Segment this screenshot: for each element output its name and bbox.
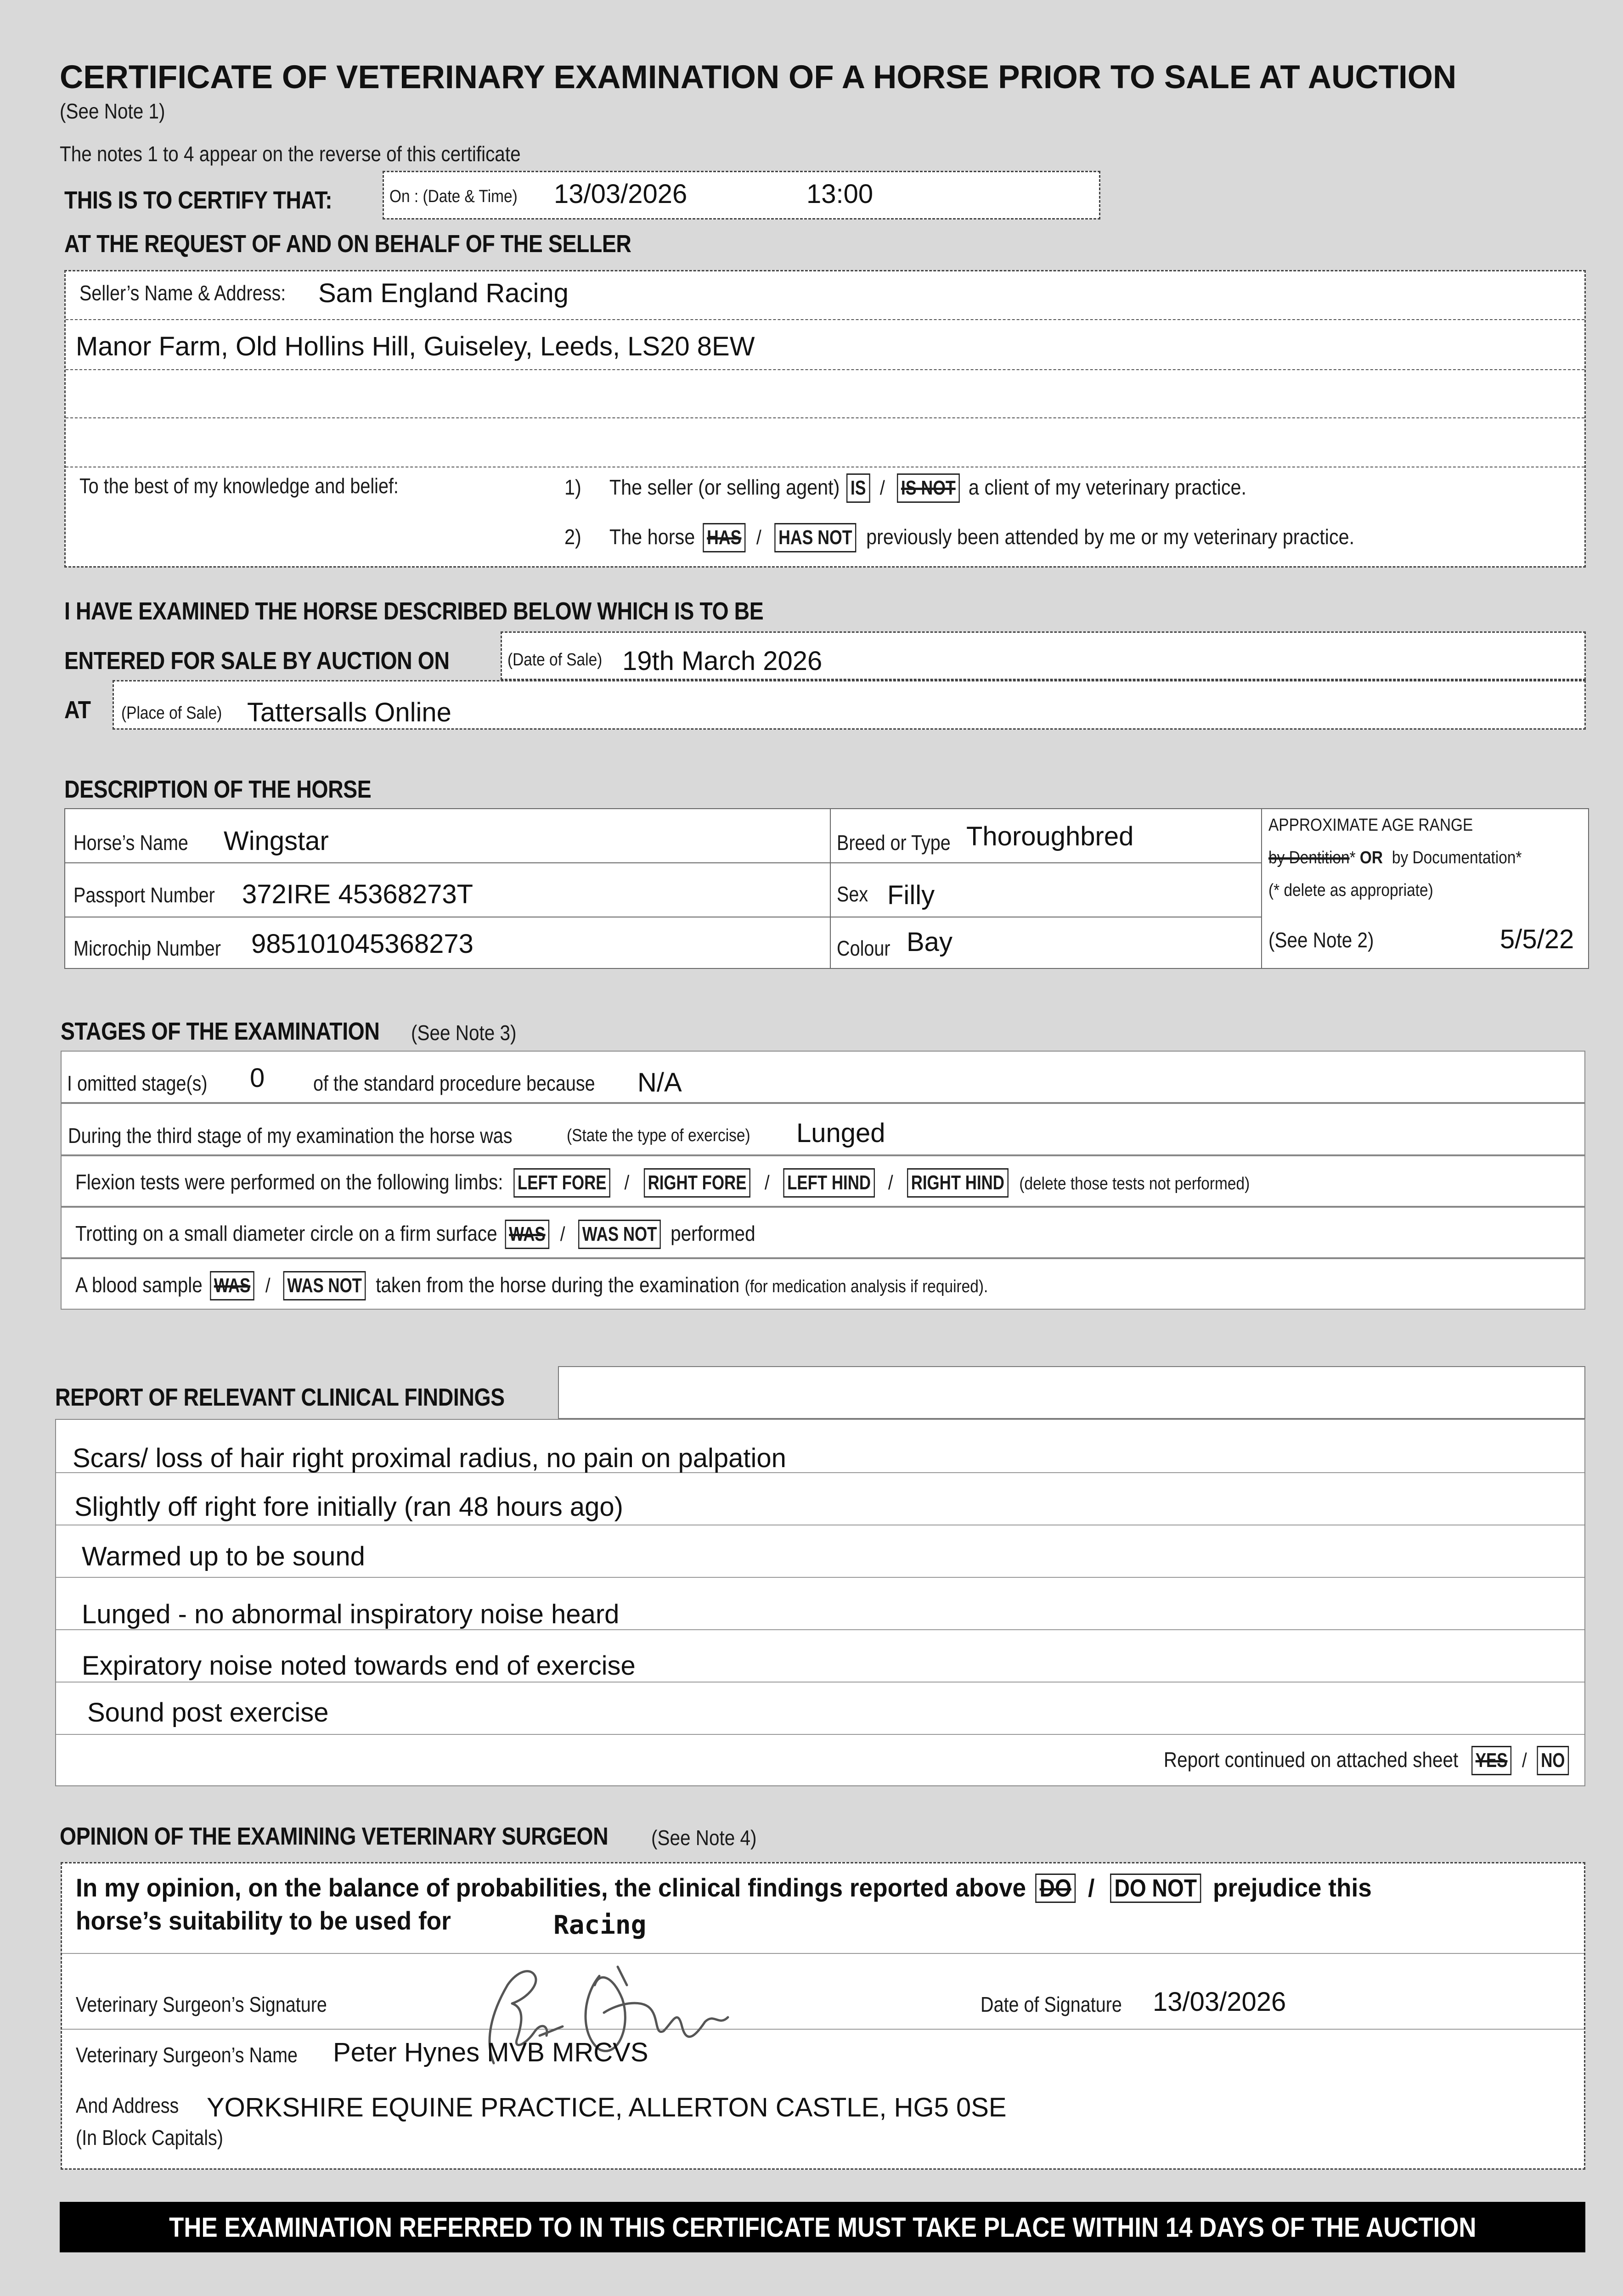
colour-label: Colour [837, 936, 890, 960]
stage-row-exercise [61, 1103, 1585, 1155]
seller-section-heading: AT THE REQUEST OF AND ON BEHALF OF THE SELLER [64, 230, 631, 258]
blood-was-not-option[interactable]: WAS NOT [283, 1271, 366, 1300]
sex: Filly [887, 880, 935, 910]
opinion-box [61, 1862, 1585, 2170]
at-label: AT [64, 696, 91, 724]
sale-date-box[interactable] [501, 631, 1586, 680]
seller-name-label: Seller’s Name & Address: [79, 281, 286, 305]
opinion-heading: OPINION OF THE EXAMINING VETERINARY SURGEON [60, 1823, 609, 1850]
vet-address-label: And Address [76, 2093, 179, 2117]
finding-line-4: Lunged - no abnormal inspiratory noise heard [82, 1599, 620, 1629]
sex-label: Sex [837, 882, 868, 906]
seller-is-not-option[interactable]: IS NOT [897, 473, 960, 503]
footer-banner [60, 2202, 1585, 2252]
horse-has-option[interactable]: HAS [703, 523, 745, 552]
seller-statement-1: 1) The seller (or selling agent) IS / IS NOT a client of my veterinary practice. [564, 473, 1246, 503]
third-stage-label: During the third stage of my examination the horse was [68, 1124, 513, 1148]
sale-place: Tattersalls Online [247, 698, 451, 727]
flexion-right-fore[interactable]: RIGHT FORE [643, 1168, 750, 1198]
opinion-do-option[interactable]: DO [1035, 1874, 1076, 1903]
examined-heading: I HAVE EXAMINED THE HORSE DESCRIBED BELOW WHICH IS TO BE [64, 597, 764, 625]
trot-was-option[interactable]: WAS [505, 1220, 549, 1249]
block-capitals-note: (In Block Capitals) [76, 2126, 223, 2150]
passport-label: Passport Number [73, 883, 215, 907]
opinion-statement: In my opinion, on the balance of probabilities, the clinical findings reported above DO / DO NOT prejudice this [76, 1873, 1372, 1902]
horse-name: Wingstar [224, 826, 329, 856]
knowledge-label: To the best of my knowledge and belief: [79, 474, 399, 498]
trotting-line: Trotting on a small diameter circle on a firm surface WAS / WAS NOT performed [75, 1220, 755, 1249]
vet-name-label: Veterinary Surgeon’s Name [76, 2043, 298, 2067]
sale-place-label: (Place of Sale) [121, 703, 222, 723]
stages-heading: STAGES OF THE EXAMINATION [61, 1018, 380, 1045]
sale-place-box[interactable] [113, 680, 1586, 730]
finding-line-2: Slightly off right fore initially (ran 48 hours ago) [74, 1492, 623, 1522]
age-range-title: APPROXIMATE AGE RANGE [1268, 816, 1473, 835]
third-stage-note: (State the type of exercise) [567, 1126, 750, 1145]
seller-name: Sam England Racing [318, 278, 569, 308]
stage-row-omitted [61, 1051, 1585, 1103]
flexion-right-hind[interactable]: RIGHT HIND [907, 1168, 1009, 1198]
certify-time: 13:00 [806, 179, 873, 209]
intro-note: The notes 1 to 4 appear on the reverse of this certificate [60, 142, 521, 166]
age-method: by Dentition* OR by Documentation* [1268, 848, 1522, 867]
findings-box [55, 1419, 1585, 1786]
by-dentition-option[interactable]: by Dentition [1268, 848, 1350, 867]
flexion-left-hind[interactable]: LEFT HIND [783, 1168, 874, 1198]
flexion-line: Flexion tests were performed on the following limbs: LEFT FORE / RIGHT FORE / LEFT HIND / RIGHT HIND (delete those tests not performed) [75, 1168, 1250, 1198]
omitted-stages-value: 0 [250, 1063, 265, 1093]
title-note: (See Note 1) [60, 99, 165, 123]
signature-date-label: Date of Signature [981, 1992, 1122, 2016]
certify-datetime-box[interactable] [383, 171, 1100, 219]
blood-was-option[interactable]: WAS [210, 1271, 254, 1300]
intended-use: Racing [553, 1910, 647, 1940]
omit-reason-label: of the standard procedure because [313, 1071, 595, 1095]
colour: Bay [907, 927, 952, 957]
age-see-note: (See Note 2) [1268, 928, 1374, 952]
sale-heading: ENTERED FOR SALE BY AUCTION ON [64, 647, 450, 675]
certify-date: 13/03/2026 [554, 179, 688, 209]
horse-name-label: Horse’s Name [73, 831, 188, 855]
seller-address: Manor Farm, Old Hollins Hill, Guiseley, Leeds, LS20 8EW [76, 332, 755, 361]
omit-reason-value: N/A [637, 1068, 682, 1097]
sale-date-label: (Date of Sale) [507, 650, 603, 670]
sale-date: 19th March 2026 [622, 646, 823, 676]
findings-header-blank [558, 1366, 1585, 1419]
microchip-label: Microchip Number [73, 936, 221, 960]
horse-section-heading: DESCRIPTION OF THE HORSE [64, 776, 372, 803]
stage-row-trotting [61, 1207, 1585, 1258]
horse-table [64, 808, 1589, 969]
suitability-label: horse’s suitability to be used for [76, 1906, 451, 1935]
signature-label: Veterinary Surgeon’s Signature [76, 1992, 327, 2016]
finding-line-6: Sound post exercise [87, 1698, 329, 1728]
findings-heading: REPORT OF RELEVANT CLINICAL FINDINGS [55, 1384, 505, 1411]
continued-yes-option[interactable]: YES [1471, 1746, 1511, 1775]
datetime-label: On : (Date & Time) [389, 187, 518, 206]
trot-was-not-option[interactable]: WAS NOT [578, 1220, 661, 1249]
stage-row-blood [61, 1258, 1585, 1310]
blood-line: A blood sample WAS / WAS NOT taken from the horse during the examination (for medication analysis if required). [75, 1271, 988, 1300]
seller-box [64, 270, 1586, 568]
passport-number: 372IRE 45368273T [242, 879, 473, 909]
finding-line-1: Scars/ loss of hair right proximal radius, no pain on palpation [73, 1443, 786, 1473]
flexion-left-fore[interactable]: LEFT FORE [513, 1168, 610, 1198]
certificate-title: CERTIFICATE OF VETERINARY EXAMINATION OF A HORSE PRIOR TO SALE AT AUCTION [60, 59, 1457, 96]
by-documentation-option[interactable]: by Documentation* [1392, 848, 1522, 867]
continued-no-option[interactable]: NO [1537, 1746, 1569, 1775]
horse-has-not-option[interactable]: HAS NOT [774, 523, 856, 552]
seller-statement-2: 2) The horse HAS / HAS NOT previously been attended by me or my veterinary practice. [564, 523, 1354, 552]
exercise-type-value: Lunged [796, 1118, 885, 1148]
finding-line-5: Expiratory noise noted towards end of exercise [82, 1651, 636, 1681]
stage-row-flexion [61, 1155, 1585, 1207]
breed: Thoroughbred [966, 822, 1134, 851]
stages-note: (See Note 3) [411, 1021, 517, 1045]
footer-text: THE EXAMINATION REFERRED TO IN THIS CERTIFICATE MUST TAKE PLACE WITHIN 14 DAYS OF THE AUCTION [169, 2212, 1476, 2243]
report-continued: Report continued on attached sheet YES / NO [1163, 1746, 1571, 1775]
seller-is-option[interactable]: IS [846, 473, 870, 503]
breed-label: Breed or Type [837, 831, 951, 855]
age-delete-note: (* delete as appropriate) [1268, 881, 1433, 900]
microchip-number: 985101045368273 [251, 929, 473, 959]
opinion-note: (See Note 4) [651, 1826, 757, 1850]
opinion-do-not-option[interactable]: DO NOT [1110, 1874, 1201, 1903]
vet-address: YORKSHIRE EQUINE PRACTICE, ALLERTON CASTLE, HG5 0SE [207, 2093, 1007, 2122]
signature-date: 13/03/2026 [1153, 1987, 1286, 2017]
omit-label: I omitted stage(s) [67, 1071, 208, 1095]
certify-label: THIS IS TO CERTIFY THAT: [64, 186, 332, 214]
age-value: 5/5/22 [1500, 924, 1574, 954]
vet-name: Peter Hynes MVB MRCVS [333, 2037, 648, 2067]
finding-line-3: Warmed up to be sound [82, 1542, 365, 1571]
